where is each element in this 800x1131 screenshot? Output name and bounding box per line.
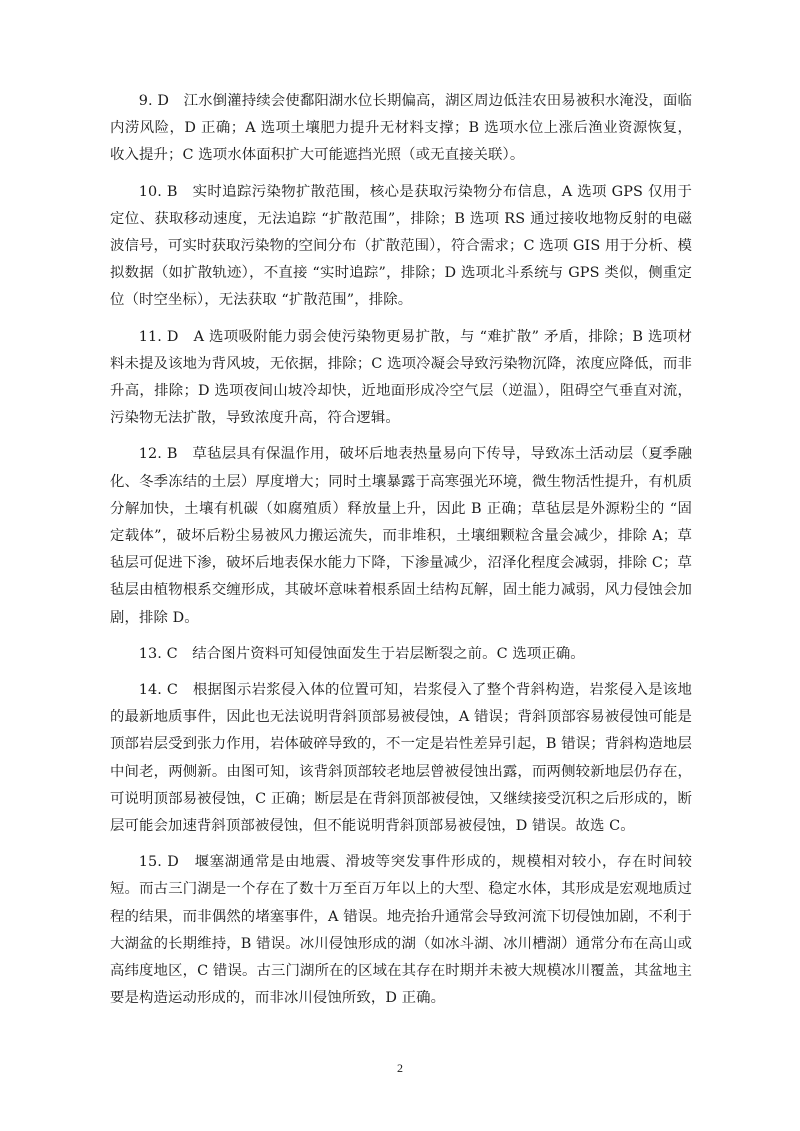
answer-9: 9. D 江水倒灌持续会使鄱阳湖水位长期偏高，湖区周边低洼农田易被积水淹没，面临内涝风险，D 正确；A 选项土壤肥力提升无材料支撑；B 选项水位上涨后渔业资源恢复，收入提升；C 选项水体面积扩大可能遮挡光照（或无直接关联）。: [110, 93, 692, 164]
answer-explanations: [110, 88, 692, 1022]
answer-13: 13. C 结合图片资料可知侵蚀面发生于岩层断裂之前。C 选项正确。: [138, 645, 585, 662]
answer-15: 15. D 堰塞湖通常是由地震、滑坡等突发事件形成的，规模相对较小，存在时间较短。而古三门湖是一个存在了数十万至百万年以上的大型、稳定水体，其形成是宏观地质过程的结果，而非偶然的堵塞事件，A 错误。地壳抬升通常会导致河流下切侵蚀加剧，不利于大湖盆的长期维持，B 错误。冰川侵蚀形成的湖（如冰斗湖、冰川槽湖）通常分布在高山或高纬度地区，C 错误。古三门湖所在的区域在其存在时期并未被大规模冰川覆盖，其盆地主要是构造运动形成的，而非冰川侵蚀所致，D 正确。: [110, 854, 692, 1007]
answer-14: 14. C 根据图示岩浆侵入体的位置可知，岩浆侵入了整个背斜构造，岩浆侵入是该地的最新地质事件，因此也无法说明背斜顶部易被侵蚀，A 错误；背斜顶部容易被侵蚀可能是顶部岩层受到张力作用，岩体破碎导致的，不一定是岩性差异引起，B 错误；背斜构造地层中间老，两侧新。由图可知，该背斜顶部较老地层曾被侵蚀出露，而两侧较新地层仍存在，可说明顶部易被侵蚀，C 正确；断层是在背斜顶部被侵蚀，又继续接受沉积之后形成的，断层可能会加速背斜顶部被侵蚀，但不能说明背斜顶部易被侵蚀，D 错误。故选 C。: [110, 682, 692, 835]
answer-10: 10. B 实时追踪污染物扩散范围，核心是获取污染物分布信息，A 选项 GPS 仅用于定位、获取移动速度，无法追踪 “扩散范围”，排除；B 选项 RS 通过接收地物反射的电磁波信号，可实时获取污染物的空间分布（扩散范围），符合需求；C 选项 GIS 用于分析、模拟数据（如扩散轨迹），不直接 “实时追踪”，排除；D 选项北斗系统与 GPS 类似，侧重定位（时空坐标），无法获取 “扩散范围”，排除。: [110, 183, 692, 309]
page-number: 2: [397, 1061, 403, 1075]
answer-11: 11. D A 选项吸附能力弱会使污染物更易扩散，与 “难扩散” 矛盾，排除；B 选项材料未提及该地为背风坡，无依据，排除；C 选项冷凝会导致污染物沉降，浓度应降低，而非升高，排除；D 选项夜间山坡冷却快，近地面形成冷空气层（逆温），阻碍空气垂直对流，污染物无法扩散，导致浓度升高，符合逻辑。: [110, 328, 692, 427]
answer-12: 12. B 草毡层具有保温作用，破坏后地表热量易向下传导，导致冻土活动层（夏季融化、冬季冻结的土层）厚度增大；同时土壤暴露于高寒强光环境，微生物活性提升，有机质分解加快，土壤有机碳（如腐殖质）释放量上升，因此 B 正确；草毡层是外源粉尘的 “固定载体”，破坏后粉尘易被风力搬运流失，而非堆积，土壤细颗粒含量会减少，排除 A；草毡层可促进下渗，破坏后地表保水能力下降，下渗量减少，沼泽化程度会减弱，排除 C；草毡层由植物根系交缠形成，其破坏意味着根系固土结构瓦解，固土能力减弱，风力侵蚀会加剧，排除 D。: [110, 446, 692, 626]
